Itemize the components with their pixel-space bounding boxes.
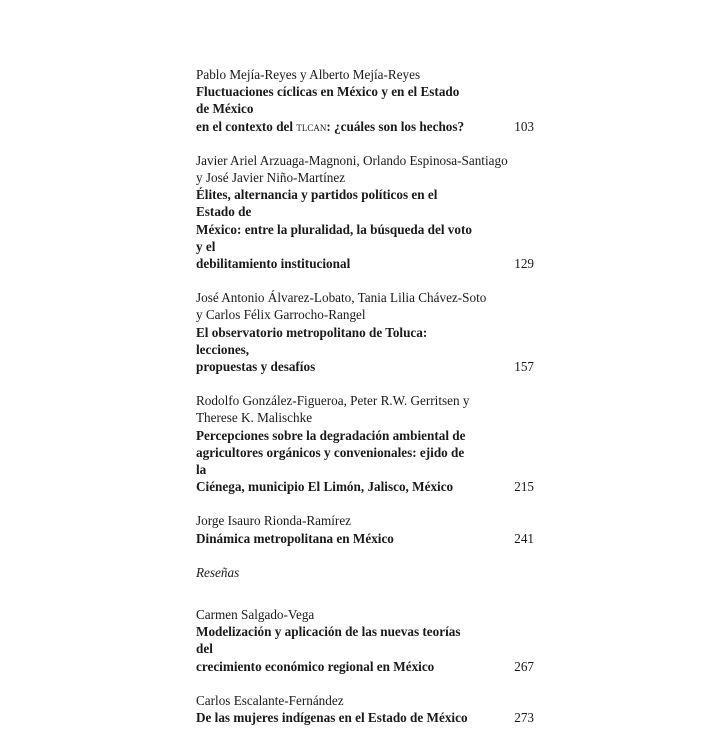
entry-authors: Jorge Isauro Rionda-Ramírez <box>196 513 352 529</box>
toc-entry <box>196 152 534 272</box>
page-number: 157 <box>514 359 534 375</box>
entry-title: México: entre la pluralidad, la búsqueda del voto y el <box>196 221 472 254</box>
entry-title: Ciénega, municipio El Limón, Jalisco, México <box>196 479 454 495</box>
entry-authors: Carmen Salgado-Vega <box>196 607 315 623</box>
entry-authors: Rodolfo González-Figueroa, Peter R.W. Gerritsen y <box>196 393 470 409</box>
entry-title: Fluctuaciones cíclicas en México y en el Estado de México <box>196 84 460 117</box>
entry-authors: y Carlos Félix Garrocho-Rangel <box>196 307 366 323</box>
page-number: 215 <box>514 479 534 495</box>
entry-title: en el contexto del tlcan: ¿cuáles son los hechos? <box>196 118 465 134</box>
toc-entry <box>196 512 534 546</box>
page-number: 273 <box>514 710 534 726</box>
entry-title: Dinámica metropolitana en México <box>196 530 394 546</box>
acronym: tlcan <box>296 118 327 134</box>
entry-authors: y José Javier Niño-Martínez <box>196 170 346 186</box>
table-of-contents <box>196 66 534 743</box>
entry-title: De las mujeres indígenas en el Estado de México <box>196 710 468 726</box>
entry-authors: Therese K. Malischke <box>196 410 313 426</box>
entry-title: debilitamiento institucional <box>196 256 351 272</box>
toc-entry <box>196 606 534 675</box>
entry-title: crecimiento económico regional en México <box>196 658 435 674</box>
entry-authors: José Antonio Álvarez-Lobato, Tania Lilia Chávez-Soto <box>196 290 487 306</box>
entry-title: propuestas y desafíos <box>196 359 316 375</box>
toc-entry <box>196 289 534 375</box>
entry-title: El observatorio metropolitano de Toluca: lecciones, <box>196 324 428 357</box>
entry-title: Percepciones sobre la degradación ambiental de <box>196 427 466 443</box>
entry-authors: Carlos Escalante-Fernández <box>196 692 344 708</box>
toc-entry <box>196 692 534 726</box>
entry-authors: Javier Ariel Arzuaga-Magnoni, Orlando Espinosa-Santiago <box>196 152 508 168</box>
entry-title: agricultores orgánicos y convenionales: ejido de la <box>196 444 465 478</box>
page-number: 241 <box>514 530 534 546</box>
toc-entry <box>196 392 534 495</box>
entry-title: Élites, alternancia y partidos políticos en el Estado de <box>196 187 438 220</box>
entry-title: Modelización y aplicación de las nuevas teorías del <box>196 624 461 657</box>
page-number: 267 <box>514 658 534 674</box>
page-number: 129 <box>514 256 534 272</box>
section-heading-resenas: Reseñas <box>196 564 240 580</box>
toc-entry <box>196 66 534 135</box>
entry-authors: Pablo Mejía-Reyes y Alberto Mejía-Reyes <box>196 67 421 82</box>
page-number: 103 <box>514 118 534 134</box>
